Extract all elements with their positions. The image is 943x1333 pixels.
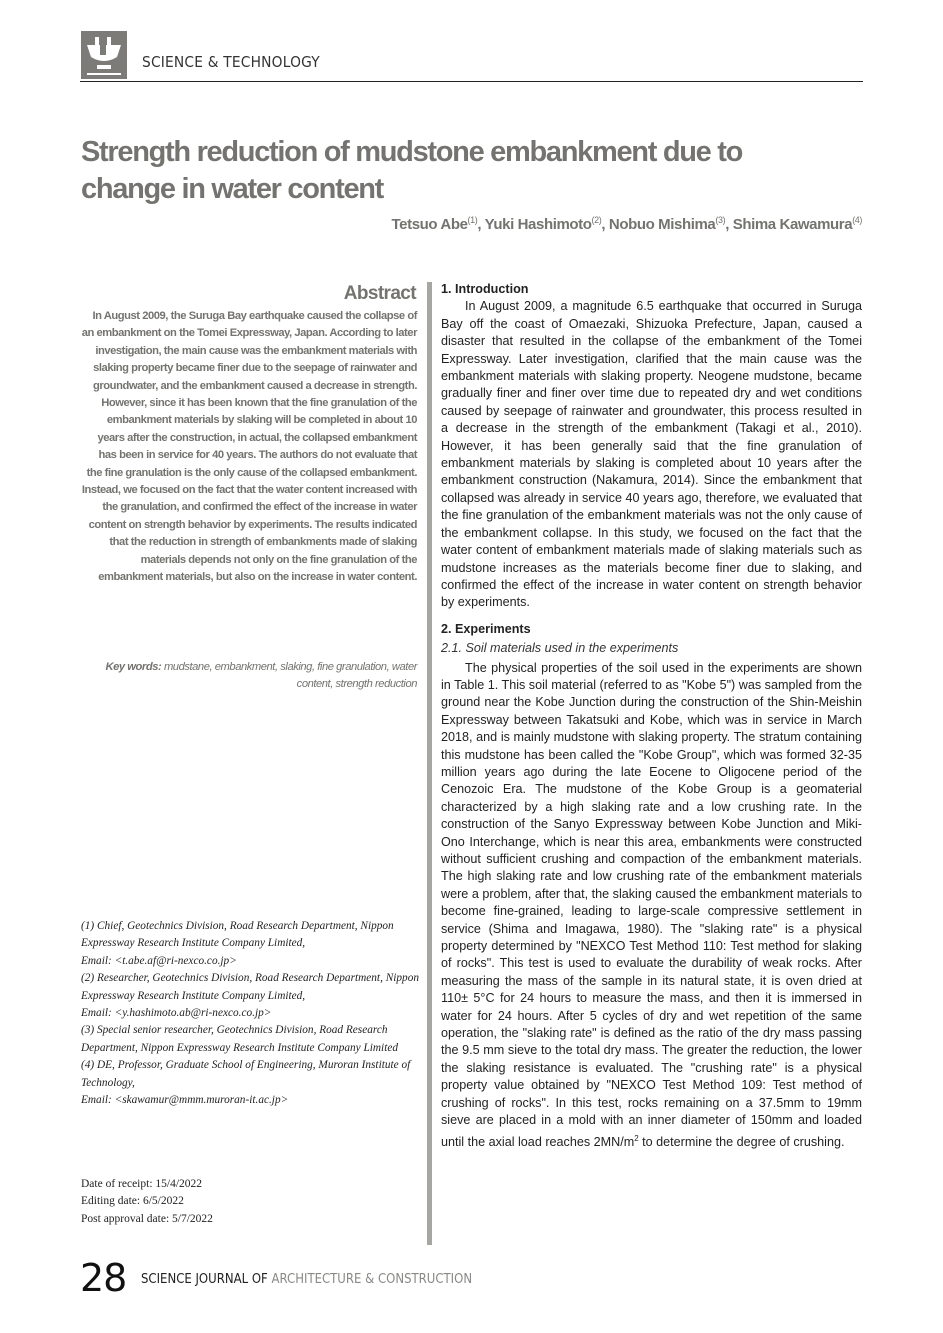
header-divider xyxy=(80,81,863,82)
journal-name xyxy=(141,1272,472,1287)
date-receipt: Date of receipt: 15/4/2022 xyxy=(81,1178,203,1190)
journal-name-light: ARCHITECTURE & CONSTRUCTION xyxy=(271,1272,473,1287)
keywords xyxy=(81,659,417,694)
subsection-heading-soil-materials: 2.1. Soil materials used in the experiments xyxy=(441,641,679,656)
experiments-paragraph xyxy=(441,660,862,1152)
affiliation-1-email: Email: <t.abe.af@ri-nexco.co.jp> xyxy=(81,954,237,967)
journal-name-dark: SCIENCE JOURNAL OF xyxy=(141,1272,272,1287)
author-ref: (1) xyxy=(467,215,478,225)
column-accent-bar xyxy=(427,282,432,1245)
affiliation-4-email: Email: <skawamur@mmm.muroran-it.ac.jp> xyxy=(81,1094,289,1107)
intro-paragraph: In August 2009, a magnitude 6.5 earthquake that occurred in Suruga Bay off the coast of Omaezaki, Shizuoka Prefecture, Japan, caused a disaster that resulted in the collapse of the embankment of the Tomei Expressway. Later investigation, clarified that the main cause was the embankment materials with slaking property. Neogene mudstone, became gradually finer and finer over time due to repeated dry and wet conditions caused by seepage of rainwater and groundwater, this process resulted in a decrease in the strength of the embankment (Takagi et al., 2010). However, it has been generally said that the fine granulation of embankment materials by slaking is completed about 10 years after the embankment construction (Nakamura, 2014). Since the embankment that collapsed was already in service 40 years ago, therefore, we evaluated that the fine granulation of the embankment materials was not the only cause of the embankment collapse. In this study, we focused on the fact that the water content of embankment materials made of slaking materials such as mudstone increases as the materials become finer due to slaking, and confirmed the effect of the increase in water content on strength behavior by experiments. xyxy=(441,299,862,610)
article-dates xyxy=(81,1176,213,1228)
affiliation-3: (3) Special senior researcher, Geotechnics Division, Road Research Department, Nippon Expressway Research Institute Company Limited xyxy=(81,1024,399,1054)
keywords-label: Key words: xyxy=(105,661,162,673)
author-ref: (3) xyxy=(715,215,726,225)
author-name: Nobuo Mishima xyxy=(608,216,716,233)
page-number: 28 xyxy=(80,1256,127,1300)
affiliation-4: (4) DE, Professor, Graduate School of Engineering, Muroran Institute of Technology, xyxy=(81,1059,411,1089)
superscript: 2 xyxy=(634,1133,639,1143)
author-list: Tetsuo Abe$^{(1)}$, Yuki Hashimoto$^{(2)}$, Nobuo Mishima$^{(3)}$, Shima Kawamura$^{(4)}$ xyxy=(391,215,862,233)
section-heading-experiments: 2. Experiments xyxy=(441,621,531,636)
section-heading-introduction: 1. Introduction xyxy=(441,282,529,296)
author-name: Yuki Hashimoto xyxy=(484,216,592,233)
journal-logo-icon xyxy=(81,31,127,79)
affiliations xyxy=(81,918,421,1109)
abstract-text: In August 2009, the Suruga Bay earthquake caused the collapse of an embankment on the Tomei Expressway, Japan. According to later investigation, the main cause was the embankment materials with slaking property became finer due to the seepage of rainwater and groundwater, and the embankment caused a decrease in strength. However, since it has been known that the fine granulation of the embankment materials by slaking will be completed in about 10 years after the construction, in actual, the collapsed embankment has been in service for 40 years. The authors do not evaluate that the fine granulation is the only cause of the collapsed embankment. Instead, we focused on the fact that the water content increased with the granulation, and confirmed the effect of the increase in water content on strength behavior by experiments. The results indicated that the reduction in strength of embankments made of slaking materials depends not only on the fine granulation of the embankment materials, but also on the increase in water content. xyxy=(81,310,417,584)
date-post-approval: Post approval date: 5/7/2022 xyxy=(81,1212,213,1225)
author-name: Tetsuo Abe xyxy=(391,216,468,233)
keywords-list: mudstane, embankment, slaking, fine granulation, water content, strength reduction xyxy=(163,661,417,691)
page-header xyxy=(80,30,863,82)
affiliation-1: (1) Chief, Geotechnics Division, Road Research Department, Nippon Expressway Research Institute Company Limited, xyxy=(81,920,394,950)
author-name: Shima Kawamura xyxy=(732,216,853,233)
date-editing: Editing date: 6/5/2022 xyxy=(81,1195,184,1208)
main-column xyxy=(441,281,862,1151)
affiliation-2: (2) Researcher, Geotechnics Division, Road Research Department, Nippon Expressway Research Institute Company Limited, xyxy=(81,972,419,1002)
page-footer xyxy=(80,1258,780,1298)
experiments-text-tail: to determine the degree of crushing. xyxy=(638,1134,845,1149)
abstract-heading: Abstract xyxy=(343,283,416,304)
author-ref: (2) xyxy=(591,215,602,225)
author-ref: (4) xyxy=(852,215,862,225)
affiliation-2-email: Email: <y.hashimoto.ab@ri-nexco.co.jp> xyxy=(81,1007,272,1020)
section-label: SCIENCE & TECHNOLOGY xyxy=(142,53,320,71)
article-title: Strength reduction of mudstone embankment due to change in water content xyxy=(81,136,743,205)
experiments-text: The physical properties of the soil used in the experiments are shown in Table 1. This soil material (referred to as "Kobe 5") was sampled from the ground near the Kobe Junction during the construction of the Shin-Meishin Expressway between Takatsuki and Kobe, which was in service in March 2018, and is mainly mudstone with slaking property. The stratum containing this mudstone has been called the "Kobe Group", which was formed 32-35 million years ago during the late Eocene to Oligocene period of the Cenozoic Era. The mudstone of the Kobe Group is a geomaterial characterized by a high slaking rate and a low crushing rate. In the construction of the Sanyo Expressway between Kobe Junction and Miki-Ono Interchange, which is near this area, embankments were constructed without sufficient crushing and compaction of the embankment materials. The high slaking rate and low crushing rate of the embankment materials were a problem, after that, the slaking caused the embankment materials to become fine-grained, leading to large-scale compressive settlement in service (Shima and Imagawa, 1980). The "slaking rate" is a physical property determined by "NEXCO Test Method 110: Test method for slaking of rocks". This test is used to evaluate the durability of weak rocks. After measuring the mass of the sample in its natural state, it is oven dried at 110± 5°C for 24 hours to measure the mass, and then it is immersed in water for 24 hours. After 5 cycles of dry and wet repetition of the same operation, the "slaking rate" is defined as the ratio of the dry mass passing the 9.5 mm sieve to the total dry mass. The greater the reduction, the lower the slaking resistance is evaluated. The "crushing rate" is a physical property value obtained by "NEXCO Test Method 109: Test method of crushing of rocks". In this test, rocks remaining on a 37.5mm to 19mm sieve are placed in a mold with an inner diameter of 150mm and loaded until the axial load reaches 2MN/m xyxy=(441,660,862,1149)
